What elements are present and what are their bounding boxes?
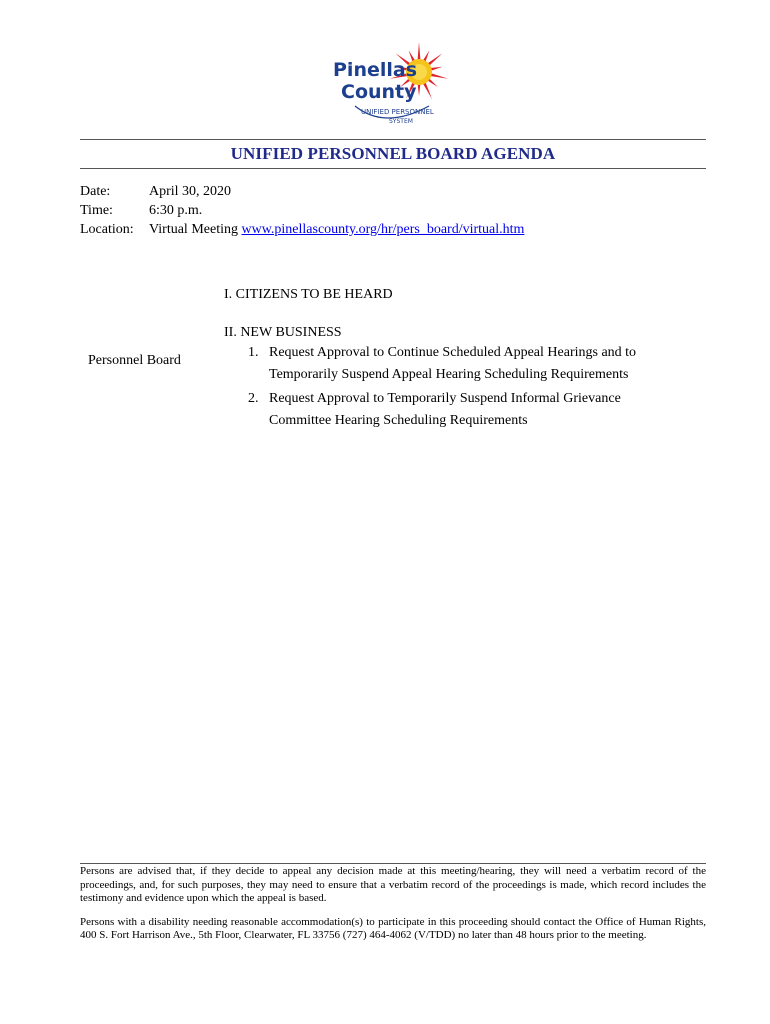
page-title: UNIFIED PERSONNEL BOARD AGENDA	[230, 144, 556, 163]
date-value: April 30, 2020	[149, 184, 232, 199]
location-label: Location:	[80, 222, 134, 237]
section-citizens-heading: I. CITIZENS TO BE HEARD	[224, 287, 393, 302]
logo-system-text: SYSTEM	[389, 118, 413, 125]
footer-notice	[80, 865, 706, 953]
logo-county-text: County	[341, 81, 417, 103]
new-business-list	[248, 342, 688, 434]
sun-ray	[429, 73, 448, 79]
pinellas-county-logo	[325, 38, 455, 130]
date-label: Date:	[80, 184, 111, 199]
date-row	[80, 182, 524, 201]
location-row	[80, 220, 524, 239]
location-value: Virtual Meeting	[149, 222, 238, 237]
title-rule-top	[80, 139, 706, 140]
section-new-business-heading: II. NEW BUSINESS	[224, 325, 342, 340]
time-row	[80, 201, 524, 220]
item-text-line1: Request Approval to Temporarily Suspend Informal Grievance	[269, 391, 621, 406]
logo-ups-text: UNIFIED PERSONNEL	[361, 108, 434, 116]
item-text-line1: Request Approval to Continue Scheduled Appeal Hearings and to	[269, 345, 637, 360]
time-label: Time:	[80, 203, 113, 218]
item-number: 1.	[248, 345, 259, 360]
footer-rule	[80, 863, 706, 864]
virtual-meeting-link[interactable]: www.pinellascounty.org/hr/pers_board/virtual.htm	[241, 222, 525, 237]
appeal-notice: Persons are advised that, if they decide to appeal any decision made at this meeting/hearing, they will need a verbatim record of the proceedings, and, for such purposes, they may need to ensure that a verbatim record of the proceedings is made, which record includes the testimony and evidence upon which the appeal is based.	[80, 865, 706, 904]
meeting-details	[80, 182, 524, 239]
title-rule-bottom	[80, 168, 706, 169]
item-text-line2: Temporarily Suspend Appeal Hearing Scheduling Requirements	[269, 367, 629, 382]
item-text-line2: Committee Hearing Scheduling Requirements	[269, 413, 528, 428]
list-item	[248, 342, 688, 386]
personnel-board-label: Personnel Board	[88, 353, 181, 368]
list-item	[248, 388, 688, 432]
accommodation-notice: Persons with a disability needing reasonable accommodation(s) to participate in this proceeding should contact the Office of Human Rights, 400 S. Fort Harrison Ave., 5th Floor, Clearwater, FL 33756 (727) 464-4062 (V/TDD) no later than 48 hours prior to the meeting.	[80, 915, 706, 941]
time-value: 6:30 p.m.	[149, 203, 203, 218]
item-number: 2.	[248, 391, 259, 406]
sun-ray	[418, 42, 421, 61]
logo-pinellas-text: Pinellas	[333, 59, 418, 81]
